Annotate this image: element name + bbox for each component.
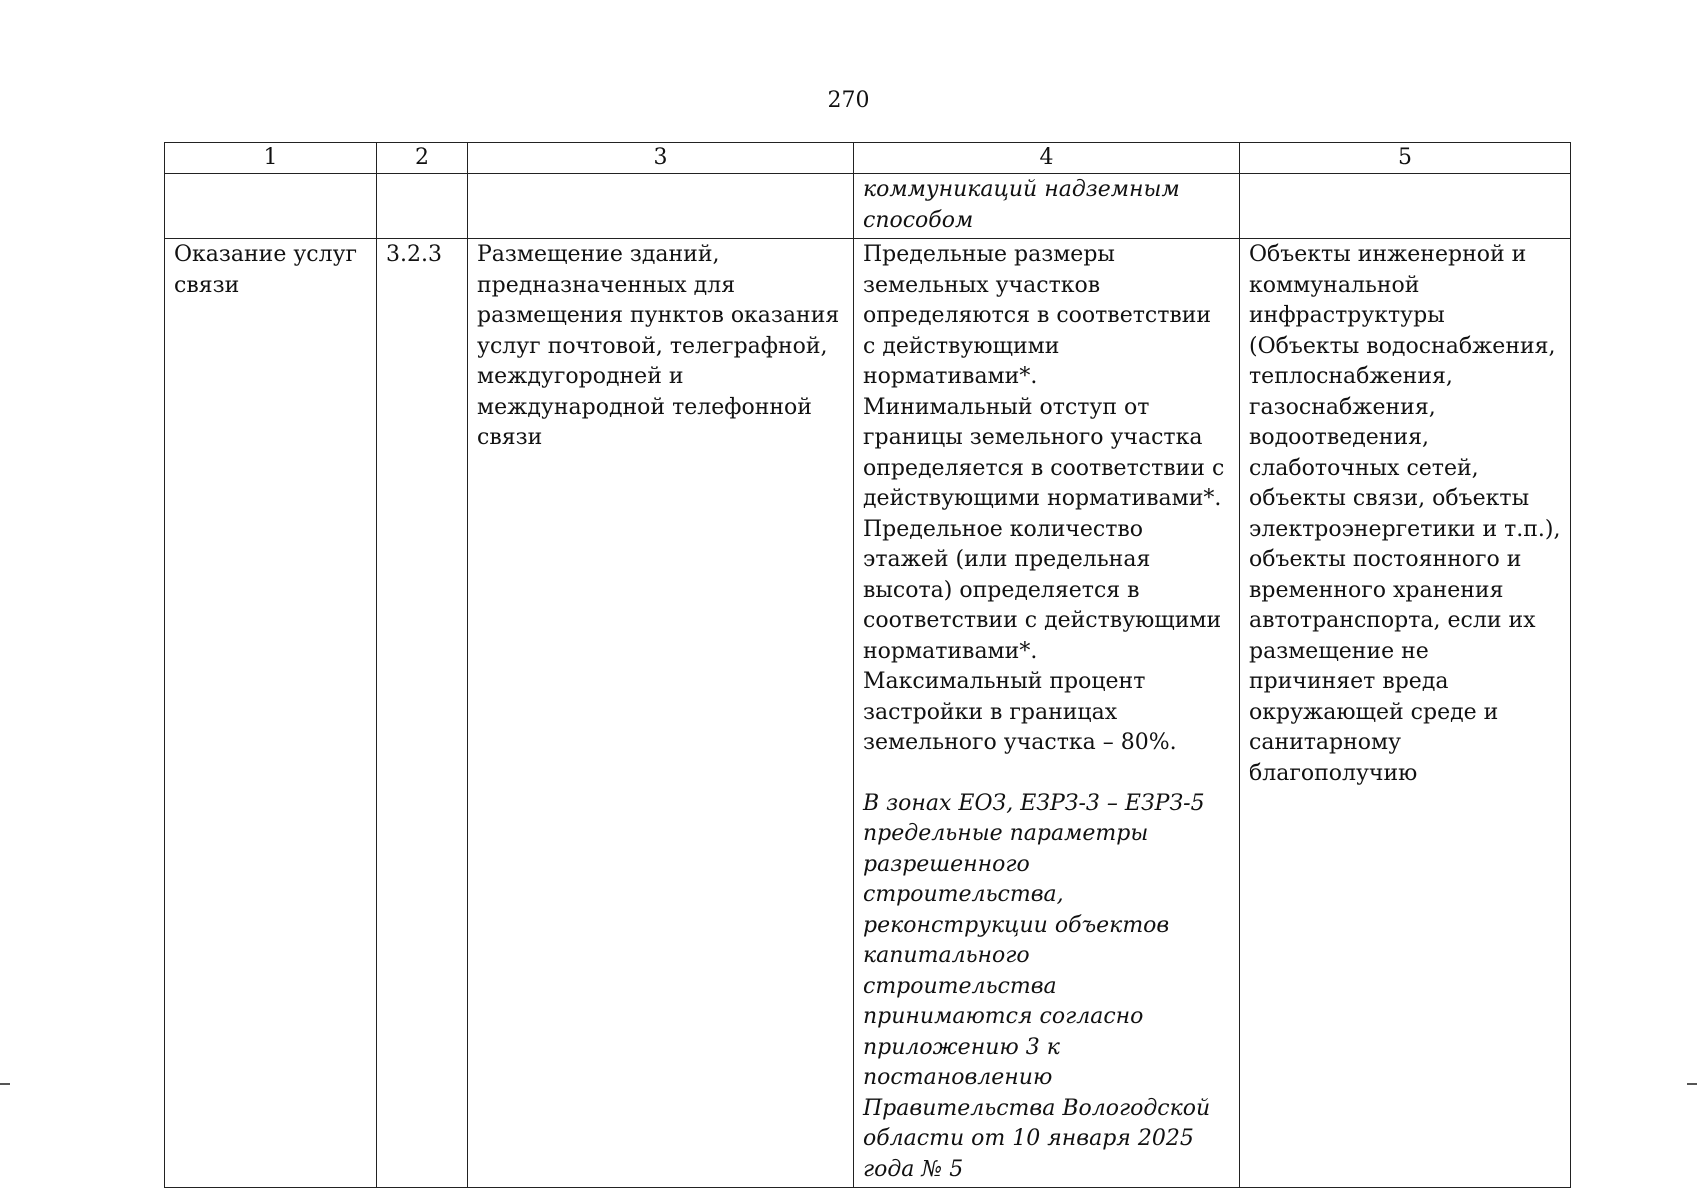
continuation-row [165, 174, 1571, 239]
zone-note: В зонах ЕОЗ, ЕЗРЗ-3 – ЕЗРЗ-5 предельные параметры разрешенного строительства, реконструкции объектов капитального строительства принимаются согласно приложению 3 к постановлению Правительства Вологодской области от 10 января 2025 года № 5 [863, 790, 1211, 1182]
use-type-description: Размещение зданий, предназначенных для размещения пунктов оказания услуг почтовой, телеграфной, междугородней и международной телефонной связи [468, 239, 854, 1188]
page-number: 270 [827, 88, 870, 113]
header-col-1: 1 [165, 143, 377, 174]
scan-edge-mark-right [1687, 1083, 1697, 1085]
parameter-plot-size: Предельные размеры земельных участков определяются в соответствии с действующими нормативами*. [863, 242, 1212, 389]
header-col-5: 5 [1240, 143, 1571, 174]
parameter-floors: Предельное количество этажей (или предельная высота) определяется в соответствии с действующими нормативами*. [863, 516, 1222, 664]
parameter-setback: Минимальный отступ от границы земельного участка определяется в соответствии с действующими нормативами*. [863, 394, 1225, 511]
header-col-4: 4 [854, 143, 1240, 174]
use-type-name: Оказание услуг связи [165, 239, 377, 1188]
table-row [165, 239, 1571, 1188]
scan-edge-mark-left [0, 1083, 10, 1085]
use-type-code: 3.2.3 [377, 239, 468, 1188]
auxiliary-uses: Объекты инженерной и коммунальной инфраструктуры (Объекты водоснабжения, теплоснабжения, газоснабжения, водоотведения, слаботочных сетей, объекты связи, объекты электроэнергетики и т.п.), объекты постоянного и временного хранения автотранспорта, если их размещение не причиняет вреда окружающей среде и санитарному благополучию [1240, 239, 1571, 1188]
limit-parameters [854, 239, 1240, 1188]
header-row [165, 143, 1571, 174]
header-col-3: 3 [468, 143, 854, 174]
regulations-table [164, 142, 1571, 1188]
continuation-cell-1 [165, 174, 377, 239]
paragraph-gap [863, 759, 1230, 789]
continuation-cell-2 [377, 174, 468, 239]
continuation-cell-5 [1240, 174, 1571, 239]
continuation-cell-3 [468, 174, 854, 239]
parameter-coverage: Максимальный процент застройки в границах земельного участка – 80%. [863, 669, 1177, 755]
header-col-2: 2 [377, 143, 468, 174]
continuation-cell-4: коммуникаций надземным способом [854, 174, 1240, 239]
